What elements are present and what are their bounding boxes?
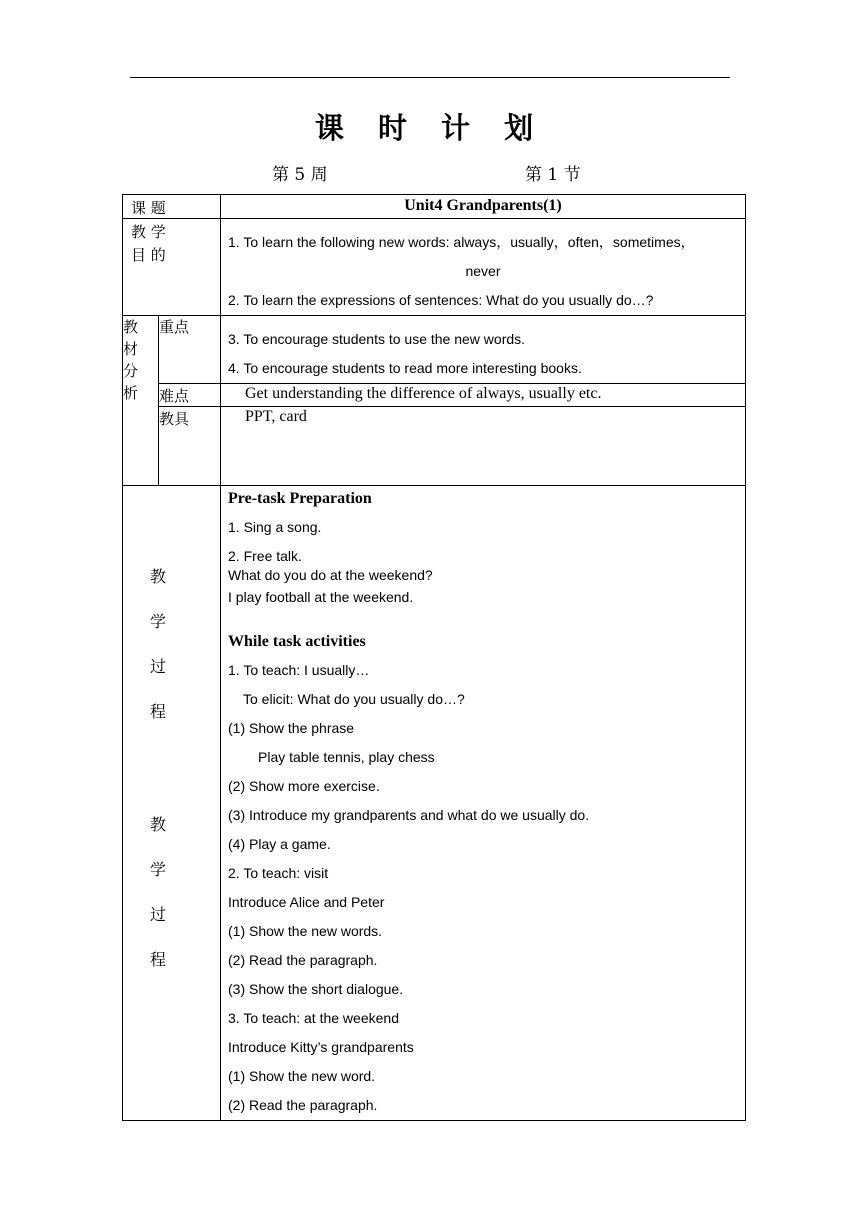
objective-label-line1: 教 学 [131,223,166,241]
section-label: 第 1 节 [525,165,581,185]
while-task-item: 3. To teach: at the weekend [228,1010,399,1026]
objective-label-line2: 目 的 [131,246,166,264]
while-task-item: Introduce Kitty’s grandparents [228,1039,414,1055]
process-label-char: 过 [149,657,166,676]
process-label [123,486,221,1121]
while-task-item: (1) Show the new word. [228,1068,376,1084]
analysis-label-char: 析 [123,384,139,402]
tools-value: PPT, card [221,407,746,486]
process-label-char: 程 [149,950,166,969]
header-rule [130,77,730,78]
topic-value: Unit4 Grandparents(1) [221,195,746,219]
pre-task-heading: Pre-task Preparation [228,490,372,507]
process-label-char: 程 [149,702,166,721]
while-task-item: Play table tennis, play chess [258,749,435,765]
objective-label [123,219,221,316]
while-task-item: Introduce Alice and Peter [228,894,385,910]
while-task-item: (2) Read the paragraph. [228,952,378,968]
difficulty-row [123,384,746,407]
pre-task-item: What do you do at the weekend? [228,567,433,583]
objective-item: never [465,263,501,279]
objective-item: 1. To learn the following new words: always，usually，often，sometimes， [228,234,695,250]
lesson-plan-table [122,194,746,1121]
analysis-label-char: 分 [123,362,139,380]
process-label-char: 教 [149,815,166,834]
process-cell [221,486,746,1121]
analysis-label-char: 材 [123,340,139,358]
process-label-char: 学 [149,860,166,879]
objective-item: 2. To learn the expressions of sentences: What do you usually do…? [228,292,654,308]
process-label-char: 教 [149,567,166,586]
while-task-item: 2. To teach: visit [228,865,329,881]
difficulty-value: Get understanding the difference of always, usually etc. [221,384,746,407]
while-task-item: (1) Show the phrase [228,720,355,736]
pre-task-item: 1. Sing a song. [228,519,322,535]
process-row [123,486,746,1121]
while-task-item: (3) Show the short dialogue. [228,981,404,997]
topic-row [123,195,746,219]
tools-label: 教具 [159,407,221,486]
while-task-item: (3) Introduce my grandparents and what do we usually do. [228,807,590,823]
week-label: 第 5 周 [272,165,328,185]
key-points-cell [221,316,746,384]
while-task-heading: While task activities [228,633,366,650]
analysis-label [123,316,159,486]
page-title: 课 时 计 划 [314,111,546,145]
process-label-char: 学 [149,612,166,631]
while-task-item: 1. To teach: I usually… [228,662,370,678]
key-points-row [123,316,746,384]
while-task-item: (4) Play a game. [228,836,331,852]
key-point-item: 3. To encourage students to use the new words. [228,331,526,347]
key-label: 重点 [159,316,221,384]
process-label-char: 过 [149,905,166,924]
objectives-cell [221,219,746,316]
pre-task-item: 2. Free talk. [228,548,302,564]
while-task-item: (1) Show the new words. [228,923,383,939]
difficulty-label: 难点 [159,384,221,407]
topic-label: 课 题 [123,195,221,219]
tools-row [123,407,746,486]
objective-row [123,219,746,316]
while-task-item: (2) Read the paragraph. [228,1097,378,1113]
pre-task-item: I play football at the weekend. [228,589,414,605]
while-task-item: (2) Show more exercise. [228,778,380,794]
analysis-label-char: 教 [123,318,139,336]
key-point-item: 4. To encourage students to read more interesting books. [228,360,582,376]
while-task-item: To elicit: What do you usually do…? [243,691,465,707]
